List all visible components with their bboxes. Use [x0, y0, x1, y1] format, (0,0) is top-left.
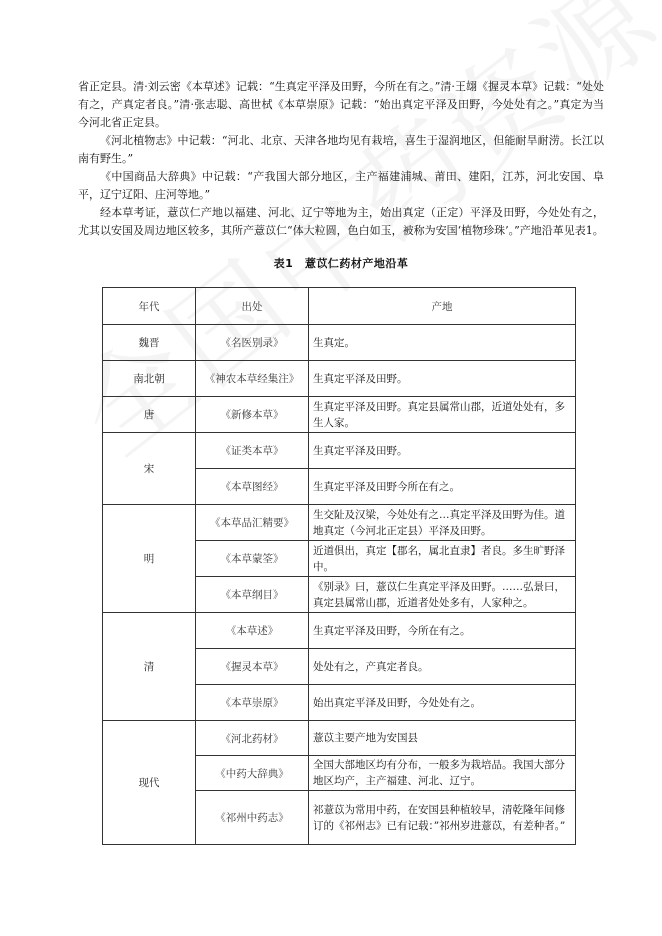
source-cell: 《本草品汇精要》 — [196, 505, 309, 541]
place-cell: 处处有之，产真定者良。 — [309, 649, 576, 685]
table-row — [103, 613, 576, 649]
source-cell: 《握灵本草》 — [196, 649, 309, 685]
table-row — [103, 721, 576, 756]
paragraph-3: 《中国商品大辞典》中记载：“产我国大部分地区，主产福建浦城、莆田、建阳，江苏，河北安国、阜平，辽宁辽阳、庄河等地。” — [78, 170, 604, 201]
source-cell: 《名医别录》 — [196, 325, 309, 361]
document-body — [78, 78, 604, 285]
table-header-row — [103, 288, 576, 325]
era-cell: 南北朝 — [103, 361, 196, 397]
source-cell: 《新修本草》 — [196, 397, 309, 433]
place-cell: 生真定平泽及田野。 — [309, 361, 576, 397]
era-cell: 明 — [103, 505, 196, 613]
place-cell: 祁薏苡为常用中药，在安国县种植较早，清乾隆年间修订的《祁州志》已有记载：”祁州岁进薏苡，有差种者。” — [309, 791, 576, 845]
place-cell: 生真定平泽及田野。 — [309, 433, 576, 469]
era-cell: 现代 — [103, 721, 196, 845]
place-cell: 《别录》曰，薏苡仁生真定平泽及田野。……弘景曰，真定县属常山郡，近道者处处多有，人家种之。 — [309, 577, 576, 613]
place-cell: 全国大部地区均有分布，一般多为栽培品。我国大部分地区均产，主产福建、河北、辽宁。 — [309, 756, 576, 791]
place-cell: 生真定平泽及田野今所在有之。 — [309, 469, 576, 505]
origin-table — [102, 287, 576, 845]
table-row — [103, 325, 576, 361]
era-cell: 唐 — [103, 397, 196, 433]
source-cell: 《河北药材》 — [196, 721, 309, 756]
place-cell: 生真定。 — [309, 325, 576, 361]
place-cell: 近道俱出，真定【郡名，属北直隶】者良。多生旷野泽中。 — [309, 541, 576, 577]
paragraph-2: 《河北植物志》中记载：“河北、北京、天津各地均见有栽培，喜生于湿润地区，但能耐旱耐涝。长江以南有野生。” — [78, 134, 604, 165]
place-cell: 薏苡主要产地为安国县 — [309, 721, 576, 756]
table-title: 表1 薏苡仁药材产地沿革 — [273, 257, 409, 270]
place-cell: 生真定平泽及田野。真定县属常山郡，近道处处有，多生人家。 — [309, 397, 576, 433]
table-row — [103, 433, 576, 469]
header-era: 年代 — [103, 288, 196, 325]
place-cell: 生真定平泽及田野，今所在有之。 — [309, 613, 576, 649]
source-cell: 《中药大辞典》 — [196, 756, 309, 791]
source-cell: 《祁州中药志》 — [196, 791, 309, 845]
source-cell: 《本草图经》 — [196, 469, 309, 505]
header-source: 出处 — [196, 288, 309, 325]
paragraph-1: 省正定县。清·刘云密《本草述》记载：“生真定平泽及田野，今所在有之。”清·王翃《握灵本草》记载：“处处有之，产真定者良。”清·张志聪、高世栻《本草崇原》记载：“始出真定平泽及田野，今处处有之。”真定为当今河北省正定县。 — [78, 80, 604, 129]
table-row — [103, 505, 576, 541]
header-place: 产地 — [309, 288, 576, 325]
source-cell: 《神农本草经集注》 — [196, 361, 309, 397]
table-row — [103, 397, 576, 433]
table-row — [103, 361, 576, 397]
era-cell: 魏晋 — [103, 325, 196, 361]
source-cell: 《本草崇原》 — [196, 685, 309, 721]
place-cell: 生交阯及汉梁，今处处有之…真定平泽及田野为佳。道地真定（今河北正定县）平泽及田野。 — [309, 505, 576, 541]
place-cell: 始出真定平泽及田野，今处处有之。 — [309, 685, 576, 721]
era-cell: 清 — [103, 613, 196, 721]
source-cell: 《本草纲目》 — [196, 577, 309, 613]
source-cell: 《本草蒙筌》 — [196, 541, 309, 577]
paragraph-4: 经本草考证，薏苡仁产地以福建、河北、辽宁等地为主，始出真定（正定）平泽及田野，今处处有之，尤其以安国及周边地区较多，其所产薏苡仁“体大粒圆，色白如玉，被称为安国‘植物珍珠’。”产地沿革见表1。 — [78, 206, 604, 237]
source-cell: 《证类本草》 — [196, 433, 309, 469]
era-cell: 宋 — [103, 433, 196, 505]
source-cell: 《本草述》 — [196, 613, 309, 649]
